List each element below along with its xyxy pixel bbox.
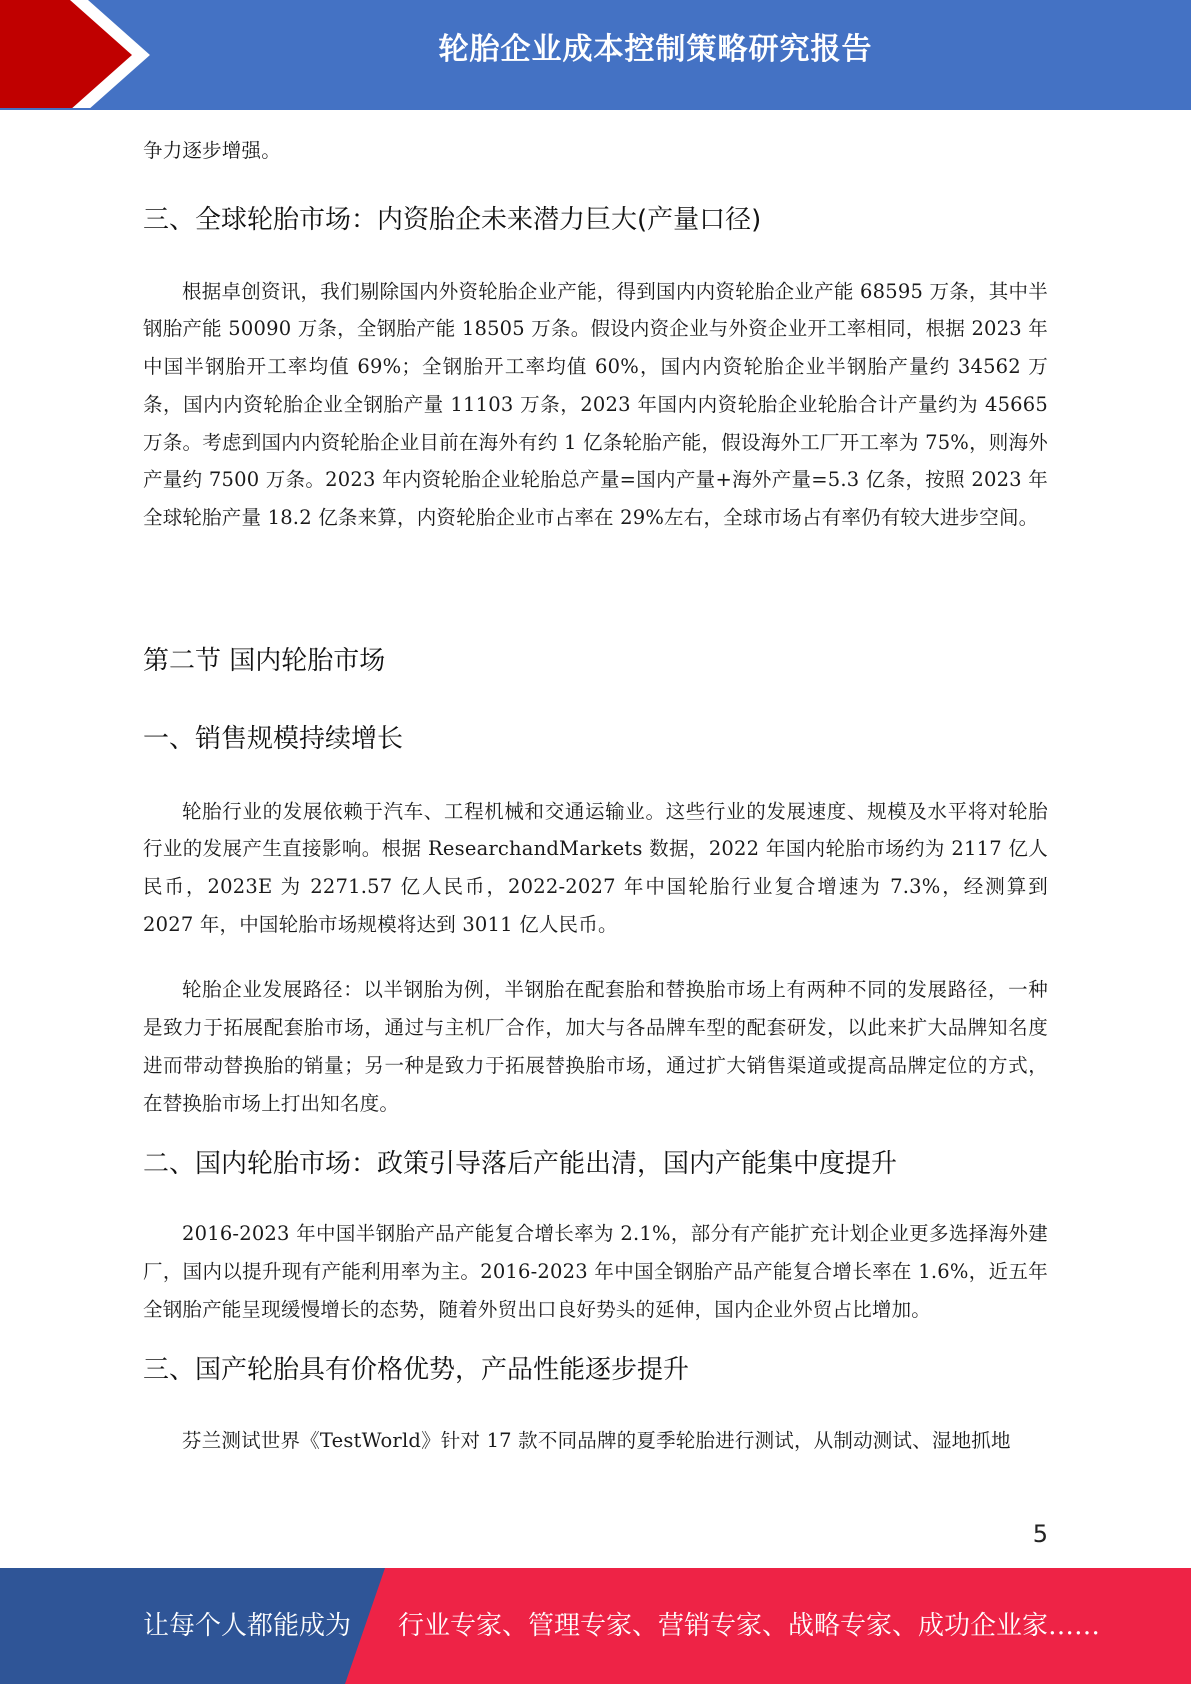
paragraph-global-market: 根据卓创资讯，我们剔除国内外资轮胎企业产能，得到国内内资轮胎企业产能 68595 万条，其中半钢胎产能 50090 万条，全钢胎产能 18505 万条。假设内资企业与外资企业开工率相同，根据 2023 年中国半钢胎开工率均值 69%；全钢胎开工率均值 60%，国内内资轮胎企业半钢胎产量约 34562 万条，国内内资轮胎企业全钢胎产量 11103 万条，2023 年国内内资轮胎企业轮胎合计产量约为 45665 万条。考虑到国内内资轮胎企业目前在海外有约 1 亿条轮胎产能，假设海外工厂开工率为 75%，则海外产量约 7500 万条。2023 年内资轮胎企业轮胎总产量=国内产量+海外产量=5.3 亿条，按照 2023 年全球轮胎产量 18.2 亿条来算，内资轮胎企业市占率在 29%左右，全球市场占有率仍有较大进步空间。 <box>143 279 1048 529</box>
page-header <box>0 0 1191 110</box>
page-number: 5 <box>1032 1520 1048 1548</box>
footer-slogan-right: 行业专家、管理专家、营销专家、战略专家、成功企业家…… <box>398 1611 1101 1641</box>
footer-slogan-left: 让每个人都能成为 <box>143 1611 352 1641</box>
paragraph-testworld: 芬兰测试世界《TestWorld》针对 17 款不同品牌的夏季轮胎进行测试，从制动测试、湿地抓地 <box>182 1429 1011 1453</box>
heading-sales-growth: 一、销售规模持续增长 <box>143 723 404 754</box>
header-title: 轮胎企业成本控制策略研究报告 <box>438 32 873 67</box>
heading-price-advantage: 三、国产轮胎具有价格优势，产品性能逐步提升 <box>143 1355 690 1386</box>
paragraph-development-path: 轮胎企业发展路径：以半钢胎为例，半钢胎在配套胎和替换胎市场上有两种不同的发展路径，一种是致力于拓展配套胎市场，通过与主机厂合作，加大与各品牌车型的配套研发，以此来扩大品牌知名度进而带动替换胎的销量；另一种是致力于拓展替换胎市场，通过扩大销售渠道或提高品牌定位的方式，在替换胎市场上打出知名度。 <box>143 978 1048 1115</box>
heading-policy-capacity: 二、国内轮胎市场：政策引导落后产能出清，国内产能集中度提升 <box>143 1149 898 1180</box>
document-body <box>143 132 1048 1460</box>
paragraph-capacity-growth: 2016-2023 年中国半钢胎产品产能复合增长率为 2.1%，部分有产能扩充计划企业更多选择海外建厂，国内以提升现有产能利用率为主。2016-2023 年中国全钢胎产品产能复合增长率在 1.6%，近五年全钢胎产能呈现缓慢增长的态势，随着外贸出口良好势头的延伸，国内企业外贸占比增加。 <box>143 1222 1048 1321</box>
continued-paragraph: 争力逐步增强。 <box>143 139 281 162</box>
paragraph-sales-scale: 轮胎行业的发展依赖于汽车、工程机械和交通运输业。这些行业的发展速度、规模及水平将对轮胎行业的发展产生直接影响。根据 ResearchandMarkets 数据，2022 年国内轮胎市场约为 2117 亿人民币，2023E 为 2271.57 亿人民币，2022-2027 年中国轮胎行业复合增速为 7.3%，经测算到 2027 年，中国轮胎市场规模将达到 3011 亿人民币。 <box>143 799 1048 936</box>
page-footer <box>0 1568 1191 1684</box>
heading-section-domestic: 第二节 国内轮胎市场 <box>143 645 386 676</box>
heading-global-market: 三、全球轮胎市场：内资胎企未来潜力巨大(产量口径) <box>143 204 762 235</box>
